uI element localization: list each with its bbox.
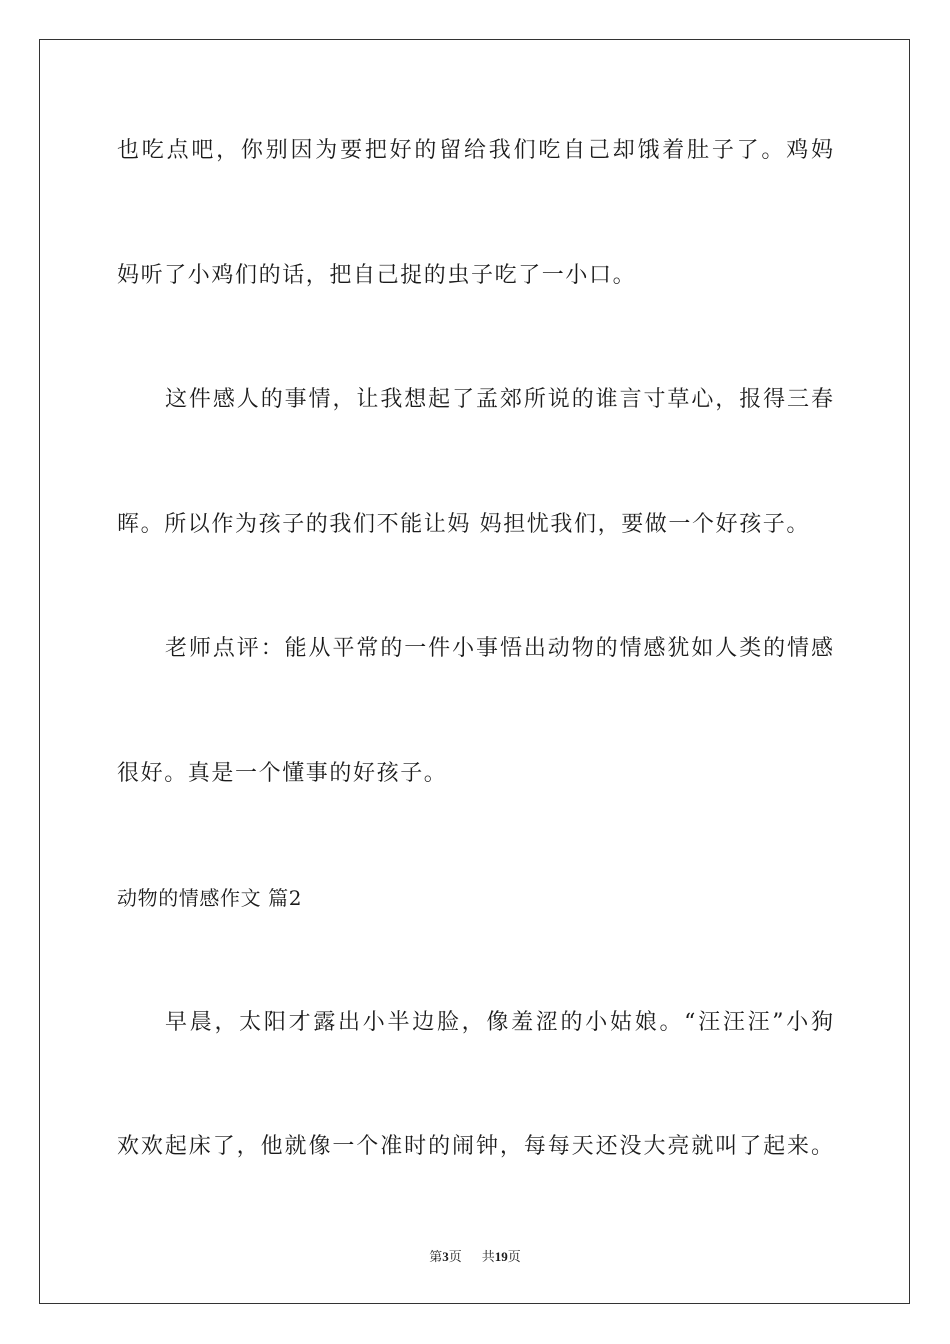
page-border bbox=[39, 39, 910, 1304]
footer-total-number: 19 bbox=[494, 1249, 508, 1264]
footer-total-suffix: 页 bbox=[507, 1249, 521, 1264]
teacher-comment-line-2: 很好。真是一个懂事的好孩子。 bbox=[117, 761, 448, 786]
footer-page-number: 3 bbox=[442, 1249, 449, 1264]
footer-page-prefix: 第 bbox=[429, 1249, 443, 1264]
paragraph-line-5: 早晨，太阳才露出小半边脸，像羞涩的小姑娘。“汪汪汪”小狗 bbox=[165, 1010, 833, 1035]
page-footer bbox=[0, 1246, 950, 1265]
footer-page-suffix: 页 bbox=[448, 1249, 462, 1264]
paragraph-line-2: 妈听了小鸡们的话，把自己捉的虫子吃了一小口。 bbox=[117, 263, 637, 288]
footer-total-prefix: 共 bbox=[481, 1249, 495, 1264]
paragraph-line-1: 也吃点吧，你别因为要把好的留给我们吃自己却饿着肚子了。鸡妈 bbox=[117, 138, 833, 163]
paragraph-line-6: 欢欢起床了，他就像一个准时的闹钟，每每天还没大亮就叫了起来。 bbox=[117, 1134, 833, 1159]
section-heading: 动物的情感作文 篇2 bbox=[117, 886, 303, 910]
teacher-comment-line-1: 老师点评：能从平常的一件小事悟出动物的情感犹如人类的情感 bbox=[165, 636, 833, 661]
paragraph-line-3: 这件感人的事情，让我想起了孟郊所说的谁言寸草心，报得三春 bbox=[165, 387, 833, 412]
paragraph-line-4: 晖。所以作为孩子的我们不能让妈 妈担忧我们，要做一个好孩子。 bbox=[117, 512, 810, 537]
